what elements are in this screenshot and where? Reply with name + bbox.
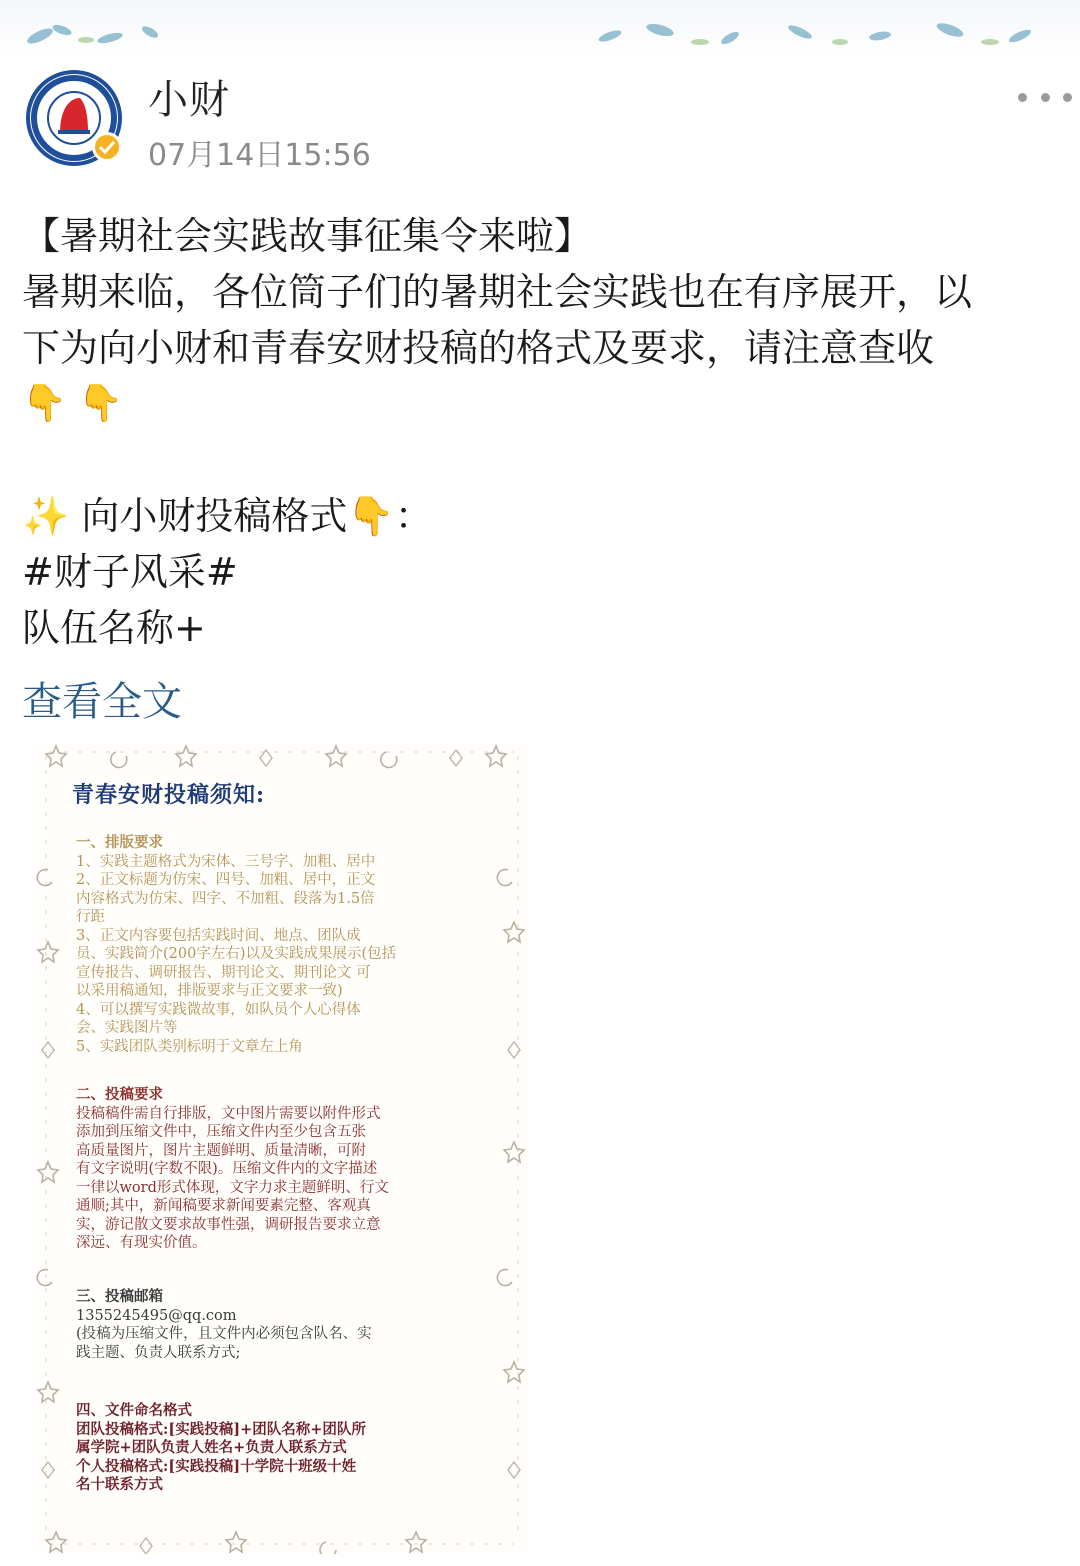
top-decoration [0, 0, 1080, 56]
post-title-line: 【暑期社会实践故事征集令来啦】 [22, 214, 593, 258]
notice-title: 青春安财投稿须知: [72, 782, 266, 808]
leaf-decoration-icon [0, 0, 1080, 56]
verified-badge-icon [92, 132, 122, 162]
post-image[interactable] [36, 742, 528, 1554]
post-line: 暑期来临，各位筒子们的暑期社会实践也在有序展开，以 [22, 270, 973, 314]
notice-section-layout: 一、排版要求 1、实践主题格式为宋体、三号字、加粗、居中 2、正文标题为仿宋、四号、加粗、居中，正文 内容格式为仿宋、四字、不加粗、段落为1.5倍 行距 3、正文内容要包括实践时间、地点、团队成 员、实践简介(200字左右)以及实践成果展示(包括 宣传报告、调研报告、期刊论文、期刊论文 可 以采用稿通知，排版要求与正文要求一致) 4、可以撰写实践微故事，如队员个人心得体 会、实践图片等 5、实践团队类别标明于文章左上角 [76, 834, 397, 1055]
notice-section-requirements: 二、投稿要求 投稿稿件需自行排版，文中图片需要以附件形式 添加到压缩文件中，压缩文件内至少包含五张 高质量图片，图片主题鲜明、质量清晰，可附 有文字说明(字数不限)。压缩文件内的文字描述 一律以word形式体现，文字力求主题鲜明、行文 通顺;其中，新闻稿要求新闻要素完整、客观真 实，游记散文要求故事性强，调研报告要求立意 深远、有现实价值。 [76, 1086, 389, 1251]
blank-line [22, 432, 1062, 488]
view-full-text-link[interactable]: 查看全文 [22, 679, 182, 725]
post-text [22, 208, 1062, 656]
notice-section-email: 三、投稿邮箱 1355245495@qq.com (投稿为压缩文件，且文件内必须包含队名、实 践主题、负责人联系方式; [76, 1288, 476, 1362]
post-time: 07月14日15:56 [148, 138, 371, 173]
post-line: 下为向小财和青春安财投稿的格式及要求，请注意查收 [22, 326, 935, 370]
submission-email: 1355245495@qq.com [76, 1307, 237, 1324]
pointing-down-emoji: 👇 👇 [22, 383, 124, 424]
post-line: 队伍名称+ [22, 606, 206, 650]
more-dots-icon[interactable] [1018, 84, 1072, 110]
post-line: ✨ 向小财投稿格式👇： [22, 494, 433, 538]
hashtag[interactable]: #财子风采# [22, 550, 238, 594]
notice-section-naming: 四、文件命名格式 团队投稿格式:[实践投稿]+团队名称+团队所 属学院+团队负责人姓名+负责人联系方式 个人投稿格式:[实践投稿]十学院十班级十姓 名十联系方式 [76, 1402, 366, 1493]
author-name[interactable]: 小财 [148, 77, 230, 123]
